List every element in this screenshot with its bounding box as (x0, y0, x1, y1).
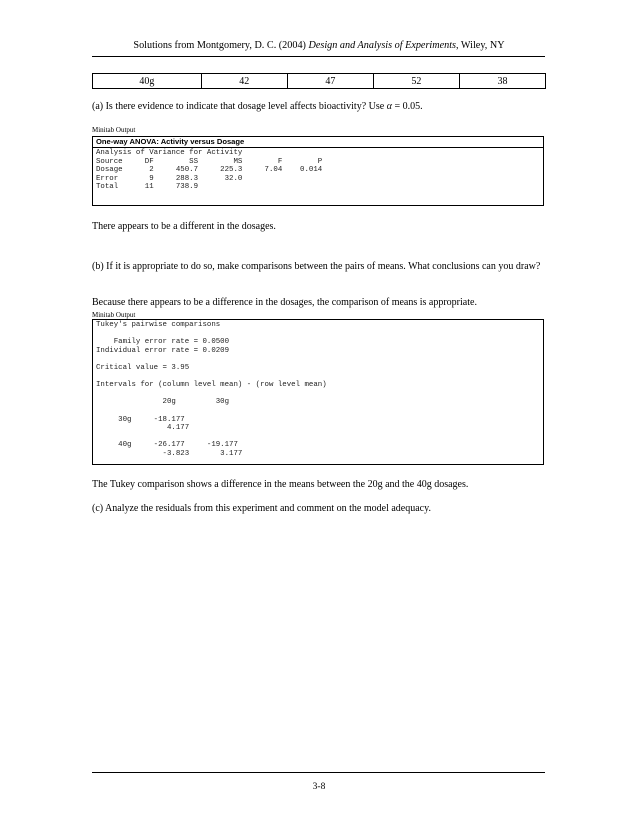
part-b-answer: Because there appears to be a difference in the dosages, the comparison of means is appropriate. (92, 297, 477, 308)
output-line: Dosage 2 450.7 225.3 7.04 0.014 (96, 166, 323, 175)
output-line: 40g -26.177 -19.177 (96, 441, 238, 450)
output-line: -3.823 3.177 (96, 449, 243, 458)
output-line: Tukey's pairwise comparisons (96, 321, 221, 329)
table-cell: 52 (373, 74, 459, 89)
page-number: 3-8 (312, 782, 326, 792)
output-line: Critical value = 3.95 (96, 363, 190, 372)
header-rule (92, 56, 545, 57)
anova-output-box (92, 136, 544, 206)
output-line: Intervals for (column level mean) - (row level mean) (96, 381, 327, 390)
output-line: Family error rate = 0.0500 (96, 338, 230, 347)
header-book-title: Design and Analysis of Experiments (308, 40, 457, 51)
minitab-label: Minitab Output (92, 126, 136, 134)
alpha-symbol: α (386, 101, 392, 112)
table-cell: 47 (287, 74, 373, 89)
table-row (93, 74, 546, 89)
footer-rule (92, 772, 545, 773)
running-header (0, 40, 638, 51)
header-prefix: Solutions from Montgomery, D. C. (2004) (133, 40, 309, 51)
output-line: 4.177 (96, 424, 190, 433)
anova-output (93, 148, 543, 192)
part-b-question: (b) If it is appropriate to do so, make comparisons between the pairs of means. What conclusions can you draw? (92, 261, 541, 272)
output-line: 30g -18.177 (96, 415, 185, 424)
part-b-conclusion: The Tukey comparison shows a difference in the means between the 20g and the 40g dosages. (92, 479, 469, 490)
minitab-label: Minitab Output (92, 311, 136, 319)
output-line: Analysis of Variance for Activity (96, 149, 243, 157)
table-cell: 42 (201, 74, 287, 89)
output-line: Individual error rate = 0.0209 (96, 346, 230, 355)
part-a-conclusion: There appears to be a different in the dosages. (92, 221, 276, 232)
dosage-table (92, 73, 546, 89)
table-cell: 38 (459, 74, 545, 89)
anova-title: One-way ANOVA: Activity versus Dosage (93, 137, 543, 148)
output-line: Total 11 738.9 (96, 183, 199, 192)
output-line: 20g 30g (96, 398, 230, 407)
part-a-question (92, 100, 423, 114)
header-suffix: , Wiley, NY (456, 40, 505, 51)
output-line: Source DF SS MS F P (96, 157, 323, 166)
tukey-output (93, 320, 543, 459)
table-cell: 40g (93, 74, 202, 89)
output-line: Error 9 288.3 32.0 (96, 174, 243, 183)
part-a-question-suffix: = 0.05. (391, 101, 423, 112)
tukey-output-box (92, 319, 544, 465)
part-a-question-text: (a) Is there evidence to indicate that dosage level affects bioactivity? Use (92, 101, 387, 112)
part-c-question: (c) Analyze the residuals from this experiment and comment on the model adequacy. (92, 503, 431, 514)
